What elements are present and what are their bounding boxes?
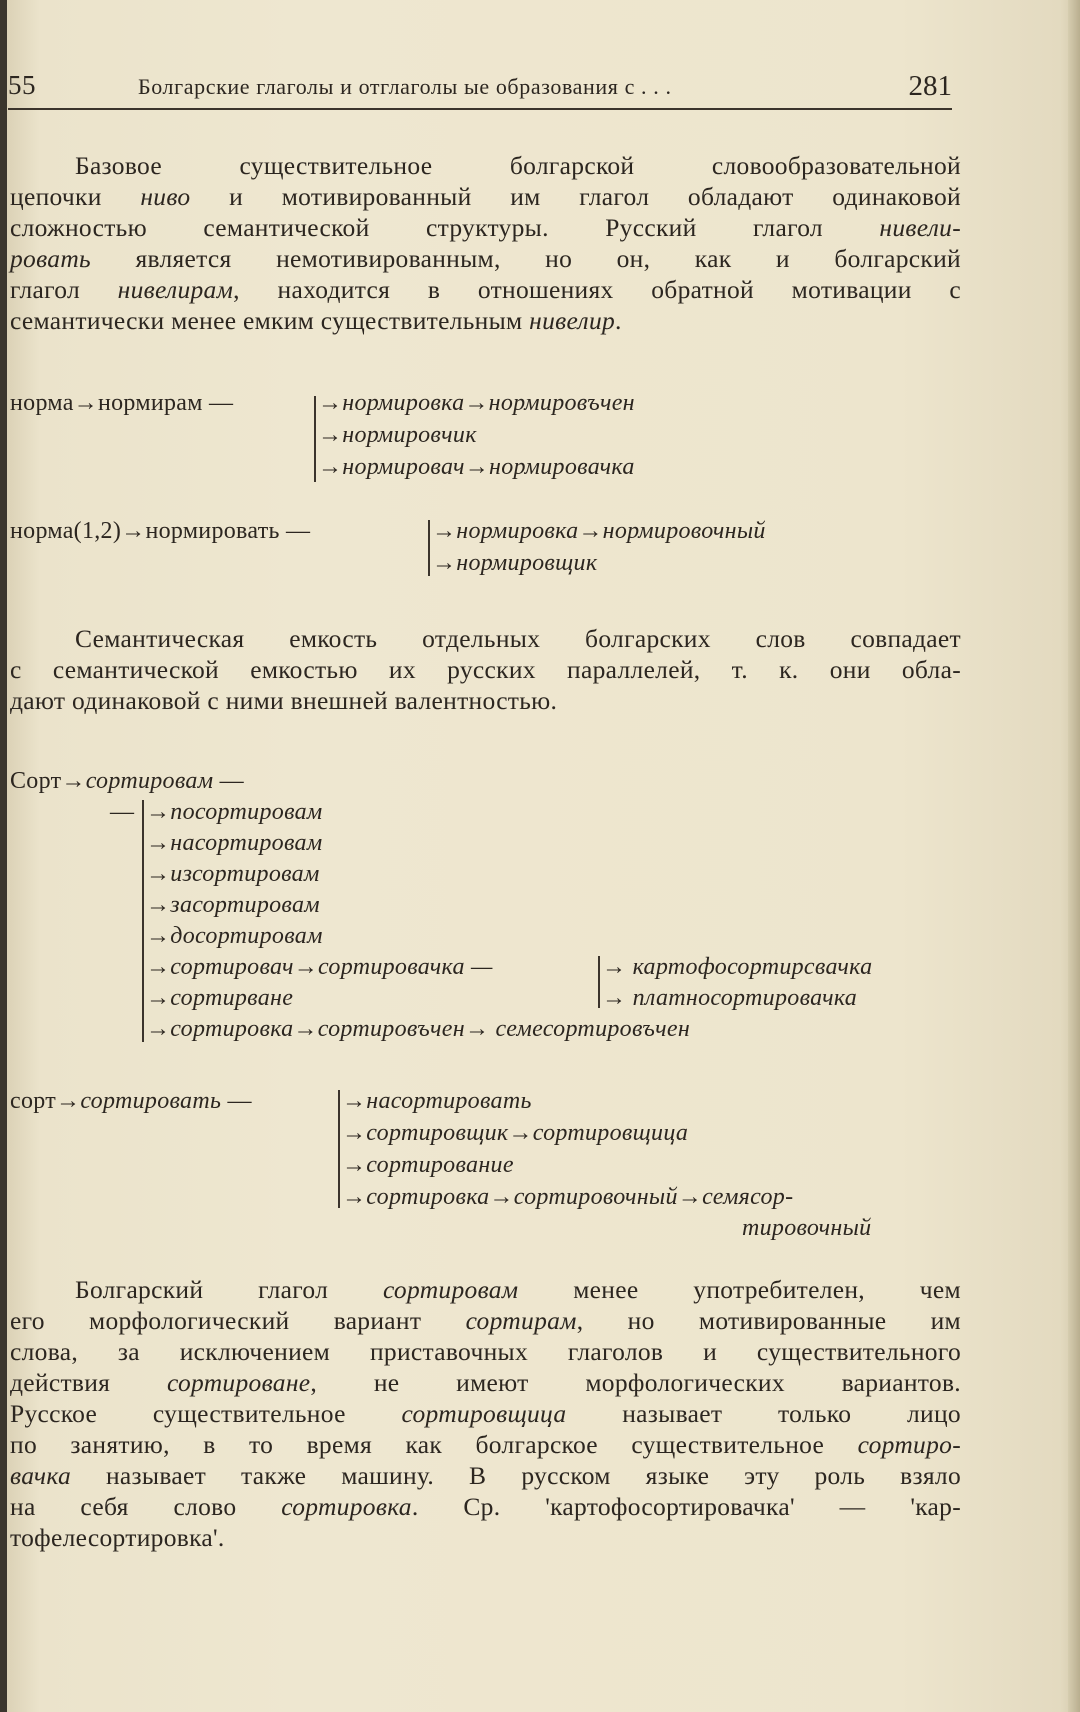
text-run: , находится в отношениях обратной мотивации с (233, 275, 961, 304)
text-run: называет также машину. В русском языке эту роль взяло (71, 1461, 961, 1490)
diagram-3-bracket (142, 800, 144, 1042)
diagram-3-root-italic: сортировам (85, 768, 214, 794)
diagram-3-root (10, 766, 244, 797)
italic-term: сортироване (166, 1368, 311, 1397)
diagram-4-continuation: тировочный (742, 1215, 872, 1241)
text-run: с семантической емкостью их русских параллелей, т. к. они обла- (10, 655, 961, 684)
text-run: по занятию, в то время как болгарское существительное (10, 1430, 858, 1459)
text-line (10, 274, 961, 305)
text-line (10, 181, 961, 212)
diagram-2-branch-2: →нормировщик (432, 550, 598, 576)
diagram-3-branch-3: →изсортировам (146, 861, 320, 887)
text-line (10, 150, 961, 181)
paragraph-3 (10, 1274, 961, 1553)
text-line (10, 305, 961, 336)
text-line (10, 1522, 961, 1553)
text-line (10, 1336, 961, 1367)
italic-term: нивелир (529, 306, 616, 335)
diagram-3-lead-dash: — (110, 799, 135, 825)
page-number: 281 (908, 70, 952, 102)
text-line (10, 1429, 961, 1460)
text-run: Русское существительное (10, 1399, 402, 1428)
diagram-4-branch-1: →насортировать (342, 1088, 532, 1114)
italic-term: нивели- (879, 213, 961, 242)
page-edge (1068, 0, 1080, 1712)
diagram-4-root-italic: сортировать (80, 1088, 222, 1114)
italic-term: вачка (10, 1461, 72, 1490)
text-run: Базовое существительное болгарской словообразовательной (75, 151, 961, 180)
text-run: называет только лицо (566, 1399, 961, 1428)
diagram-4-root (10, 1086, 252, 1117)
text-line (10, 685, 961, 716)
text-line (10, 1305, 961, 1336)
italic-term: сортировка (281, 1492, 412, 1521)
text-run: на себя слово (10, 1492, 282, 1521)
text-run: , но мотивированные им (576, 1306, 961, 1335)
text-run: глагол (10, 275, 118, 304)
text-run: семантически менее емким существительным (10, 306, 530, 335)
paragraph-1 (10, 150, 961, 336)
diagram-3-branch-7: →сортирване (146, 985, 294, 1011)
book-spine (0, 0, 7, 1712)
text-run: слова, за исключением приставочных глаголов и существительного (10, 1337, 961, 1366)
diagram-3-root-dash: — (213, 768, 244, 794)
text-run: его морфологический вариант (10, 1306, 466, 1335)
diagram-3-branch-2: →насортировам (146, 830, 323, 856)
italic-term: сортировам (382, 1275, 519, 1304)
text-line (10, 654, 961, 685)
text-run: . Ср. 'картофосортировачка' — 'кар- (411, 1492, 961, 1521)
text-run: является немотивированным, но он, как и болгарский (90, 244, 961, 273)
text-line (10, 623, 961, 654)
text-run: цепочки (10, 182, 141, 211)
diagram-1-branch-3: →нормировач→нормировачка (318, 454, 635, 480)
running-header (8, 68, 952, 108)
diagram-4-branch-4: →сортировка→сортировочный→семясор- (342, 1184, 794, 1210)
diagram-2-root: норма(1,2)→нормировать — (10, 518, 311, 544)
text-line (10, 212, 961, 243)
paragraph-2 (10, 623, 961, 716)
diagram-2-bracket (428, 520, 430, 576)
text-run: тофелесортировка'. (10, 1523, 225, 1552)
italic-term: сортирам (465, 1306, 577, 1335)
italic-term: нивелирам (117, 275, 234, 304)
italic-term: сортировщица (401, 1399, 567, 1428)
text-run: менее употребителен, чем (518, 1275, 961, 1304)
diagram-4-root-plain: сорт→ (10, 1088, 81, 1114)
text-run: . (615, 306, 622, 335)
diagram-4-branch-2: →сортировщик→сортировщица (342, 1120, 689, 1146)
diagram-1-root: норма→нормирам — (10, 390, 234, 416)
diagram-4-branch-3: →сортирование (342, 1152, 514, 1178)
diagram-3-branch-4: →засортировам (146, 892, 320, 918)
italic-term: сортиро- (857, 1430, 961, 1459)
diagram-3-sub-branch-1: → картофосортирсвачка (602, 954, 873, 980)
italic-term: ниво (140, 182, 191, 211)
diagram-1-branch-2: →нормировчик (318, 422, 477, 448)
text-line (10, 243, 961, 274)
diagram-3-branch-8: →сортировка→сортировъчен→ семесортировъчен (146, 1016, 691, 1042)
diagram-3-sub-branch-2: → платносортировачка (602, 985, 858, 1011)
text-line (10, 1367, 961, 1398)
text-run: , не имеют морфологических вариантов. (310, 1368, 961, 1397)
text-line (10, 1460, 961, 1491)
header-rule (8, 108, 952, 110)
text-run: Болгарский глагол (75, 1275, 383, 1304)
text-run: сложностью семантической структуры. Русский глагол (10, 213, 880, 242)
text-line (10, 1491, 961, 1522)
header-left-number: 55 (8, 70, 36, 100)
text-run: и мотивированный им глагол обладают одинаковой (190, 182, 961, 211)
header-title: Болгарские глаголы и отглаголы ые образования с . . . (138, 74, 672, 99)
text-run: действия (10, 1368, 167, 1397)
diagram-4-root-dash: — (221, 1088, 252, 1114)
diagram-3-branch-5: →досортировам (146, 923, 323, 949)
text-line (10, 1398, 961, 1429)
diagram-3-branch-1: →посортировам (146, 799, 323, 825)
text-run: дают одинаковой с ними внешней валентностью. (10, 686, 558, 715)
italic-term: ровать (10, 244, 91, 273)
diagram-4-bracket (338, 1090, 340, 1208)
text-line (10, 1274, 961, 1305)
diagram-3-root-plain: Сорт→ (10, 768, 86, 794)
diagram-2-branch-1: →нормировка→нормировочный (432, 518, 766, 544)
diagram-1-bracket (314, 396, 316, 482)
diagram-3-branch-6: →сортировач→сортировачка — (146, 954, 493, 980)
diagram-1-branch-1: →нормировка→нормировъчен (318, 390, 635, 416)
diagram-3-sub-bracket (598, 956, 600, 1008)
text-run: Семантическая емкость отдельных болгарских слов совпадает (75, 624, 961, 653)
